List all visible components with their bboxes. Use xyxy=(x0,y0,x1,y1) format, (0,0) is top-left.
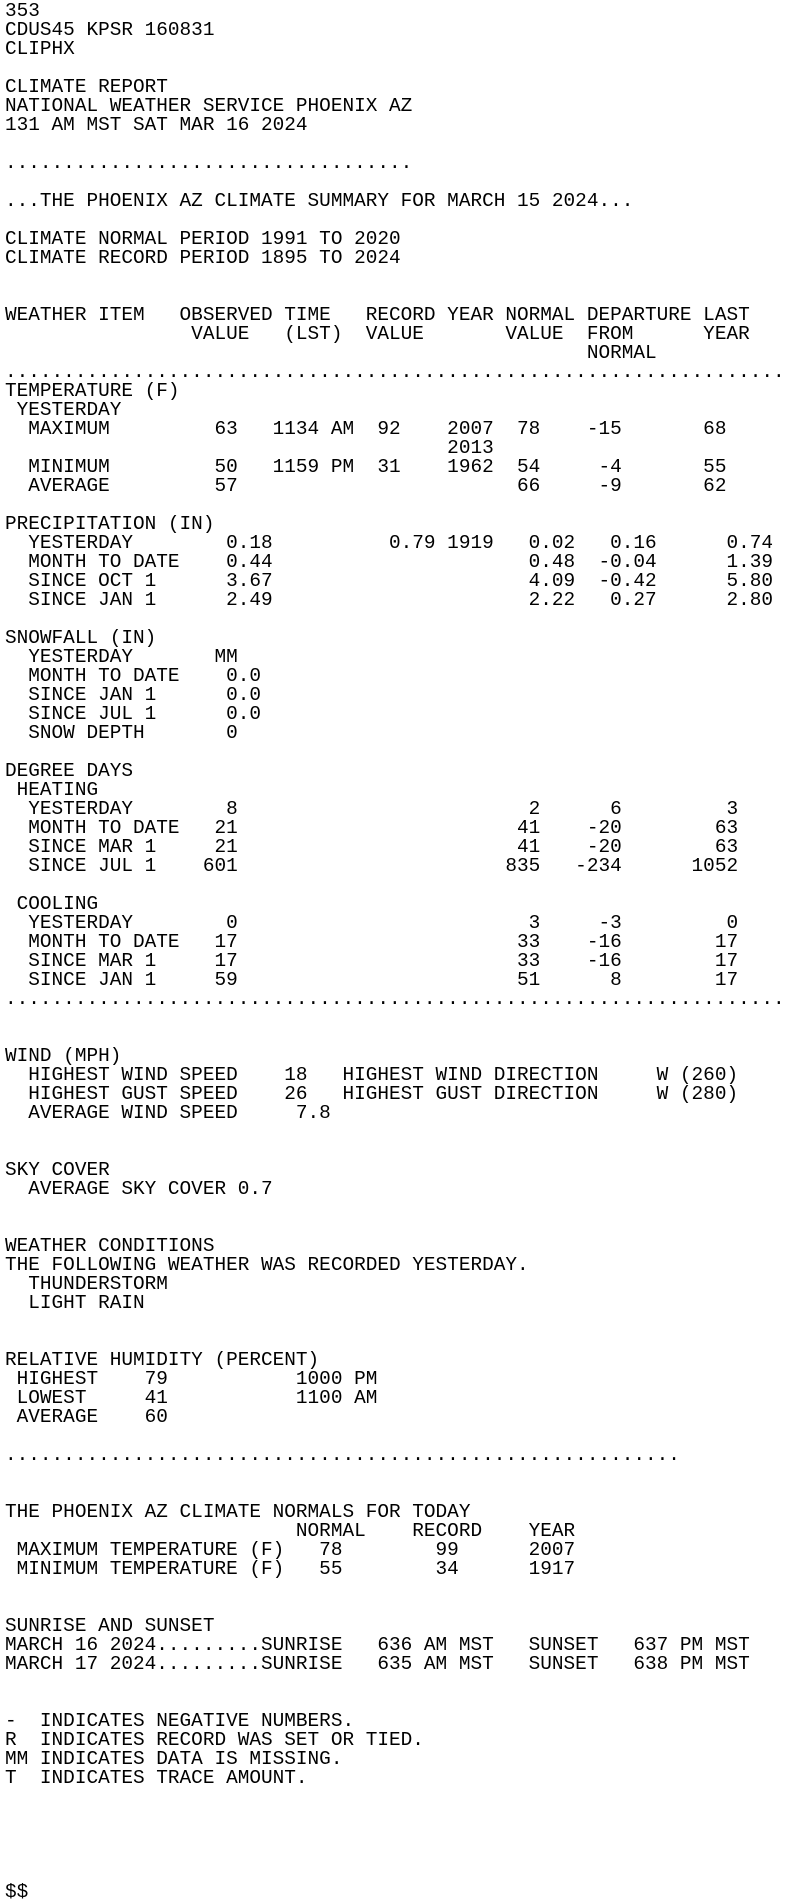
report-line: SUNRISE AND SUNSET xyxy=(5,1615,215,1637)
report-line: AVERAGE 57 66 -9 62 xyxy=(5,475,727,497)
report-line: HIGHEST GUST SPEED 26 HIGHEST GUST DIRECTION W (280) xyxy=(5,1083,739,1105)
report-line xyxy=(5,268,810,287)
report-line: THE PHOENIX AZ CLIMATE NORMALS FOR TODAY xyxy=(5,1501,471,1523)
report-line: 353 xyxy=(5,0,40,22)
report-line xyxy=(5,1465,810,1484)
report-line: SINCE OCT 1 3.67 4.09 -0.42 5.80 xyxy=(5,570,773,592)
report-line: R INDICATES RECORD WAS SET OR TIED. xyxy=(5,1729,424,1751)
report-line: CLIMATE REPORT xyxy=(5,76,168,98)
report-line xyxy=(5,1009,810,1028)
report-line: MINIMUM 50 1159 PM 31 1962 54 -4 55 xyxy=(5,456,727,478)
report-line: SKY COVER xyxy=(5,1159,110,1181)
report-line: ...THE PHOENIX AZ CLIMATE SUMMARY FOR MARCH 15 2024... xyxy=(5,190,634,212)
report-line: DEGREE DAYS xyxy=(5,760,133,782)
report-line: SNOW DEPTH 0 xyxy=(5,722,238,744)
report-line xyxy=(5,1864,810,1883)
report-line: THE FOLLOWING WEATHER WAS RECORDED YESTERDAY. xyxy=(5,1254,529,1276)
report-line: SINCE JAN 1 59 51 8 17 xyxy=(5,969,739,991)
report-line: MM INDICATES DATA IS MISSING. xyxy=(5,1748,343,1770)
report-line: MINIMUM TEMPERATURE (F) 55 34 1917 xyxy=(5,1558,576,1580)
report-line: SINCE JAN 1 0.0 xyxy=(5,684,261,706)
report-line: YESTERDAY 0.18 0.79 1919 0.02 0.16 0.74 xyxy=(5,532,773,554)
report-line: .......................................................... xyxy=(5,1444,680,1466)
report-line xyxy=(5,1788,810,1807)
report-line: CLIMATE NORMAL PERIOD 1991 TO 2020 xyxy=(5,228,401,250)
report-line: 2013 xyxy=(5,437,494,459)
report-line: LOWEST 41 1100 AM xyxy=(5,1387,378,1409)
report-line: MONTH TO DATE 17 33 -16 17 xyxy=(5,931,739,953)
report-line: MARCH 17 2024.........SUNRISE 635 AM MST SUNSET 638 PM MST xyxy=(5,1653,750,1675)
report-line: SINCE JAN 1 2.49 2.22 0.27 2.80 xyxy=(5,589,773,611)
report-line: PRECIPITATION (IN) xyxy=(5,513,215,535)
report-line: TEMPERATURE (F) xyxy=(5,380,180,402)
report-line: CLIMATE RECORD PERIOD 1895 TO 2024 xyxy=(5,247,401,269)
report-line: NORMAL RECORD YEAR xyxy=(5,1520,576,1542)
report-line xyxy=(5,876,810,895)
report-line: HEATING xyxy=(5,779,99,801)
report-line: ................................... xyxy=(5,152,413,174)
report-line: MONTH TO DATE 21 41 -20 63 xyxy=(5,817,739,839)
report-line: RELATIVE HUMIDITY (PERCENT) xyxy=(5,1349,320,1371)
report-line: CDUS45 KPSR 160831 xyxy=(5,19,215,41)
report-line: HIGHEST 79 1000 PM xyxy=(5,1368,378,1390)
report-line xyxy=(5,1123,810,1142)
report-line xyxy=(5,1199,810,1218)
report-line: WIND (MPH) xyxy=(5,1045,122,1067)
report-line: SNOWFALL (IN) xyxy=(5,627,157,649)
report-line: SINCE JUL 1 601 835 -234 1052 xyxy=(5,855,739,877)
report-line: COOLING xyxy=(5,893,99,915)
report-line: $$ xyxy=(5,1881,29,1903)
report-line: THUNDERSTORM xyxy=(5,1273,168,1295)
report-line: T INDICATES TRACE AMOUNT. xyxy=(5,1767,308,1789)
report-line: NORMAL xyxy=(5,342,657,364)
report-line xyxy=(5,1313,810,1332)
report-line: 131 AM MST SAT MAR 16 2024 xyxy=(5,114,308,136)
report-line: LIGHT RAIN xyxy=(5,1292,145,1314)
report-line: WEATHER CONDITIONS xyxy=(5,1235,215,1257)
report-line xyxy=(5,1674,810,1693)
report-line: ................................................................... xyxy=(5,361,785,383)
report-line xyxy=(5,1028,810,1047)
report-line: VALUE (LST) VALUE VALUE FROM YEAR xyxy=(5,323,750,345)
report-line: MAXIMUM 63 1134 AM 92 2007 78 -15 68 xyxy=(5,418,727,440)
report-line: MONTH TO DATE 0.44 0.48 -0.04 1.39 xyxy=(5,551,773,573)
report-line: YESTERDAY 8 2 6 3 xyxy=(5,798,739,820)
report-line: MONTH TO DATE 0.0 xyxy=(5,665,261,687)
report-line: AVERAGE SKY COVER 0.7 xyxy=(5,1178,273,1200)
report-line xyxy=(5,1807,810,1826)
report-line xyxy=(5,1142,810,1161)
report-line: SINCE MAR 1 21 41 -20 63 xyxy=(5,836,739,858)
report-line: HIGHEST WIND SPEED 18 HIGHEST WIND DIRECTION W (260) xyxy=(5,1064,739,1086)
report-line: ................................................................... xyxy=(5,988,785,1010)
report-line: CLIPHX xyxy=(5,38,75,60)
report-line xyxy=(5,1826,810,1845)
report-line xyxy=(5,1845,810,1864)
report-line: MARCH 16 2024.........SUNRISE 636 AM MST SUNSET 637 PM MST xyxy=(5,1634,750,1656)
report-line: YESTERDAY 0 3 -3 0 xyxy=(5,912,739,934)
report-line: YESTERDAY xyxy=(5,399,122,421)
report-line: YESTERDAY MM xyxy=(5,646,238,668)
report-line: AVERAGE WIND SPEED 7.8 xyxy=(5,1102,331,1124)
report-line xyxy=(5,1579,810,1598)
report-line: AVERAGE 60 xyxy=(5,1406,168,1428)
report-line: WEATHER ITEM OBSERVED TIME RECORD YEAR NORMAL DEPARTURE LAST xyxy=(5,304,750,326)
report-line: SINCE MAR 1 17 33 -16 17 xyxy=(5,950,739,972)
report-line: SINCE JUL 1 0.0 xyxy=(5,703,261,725)
report-line: - INDICATES NEGATIVE NUMBERS. xyxy=(5,1710,355,1732)
report-line: MAXIMUM TEMPERATURE (F) 78 99 2007 xyxy=(5,1539,576,1561)
report-line: NATIONAL WEATHER SERVICE PHOENIX AZ xyxy=(5,95,413,117)
